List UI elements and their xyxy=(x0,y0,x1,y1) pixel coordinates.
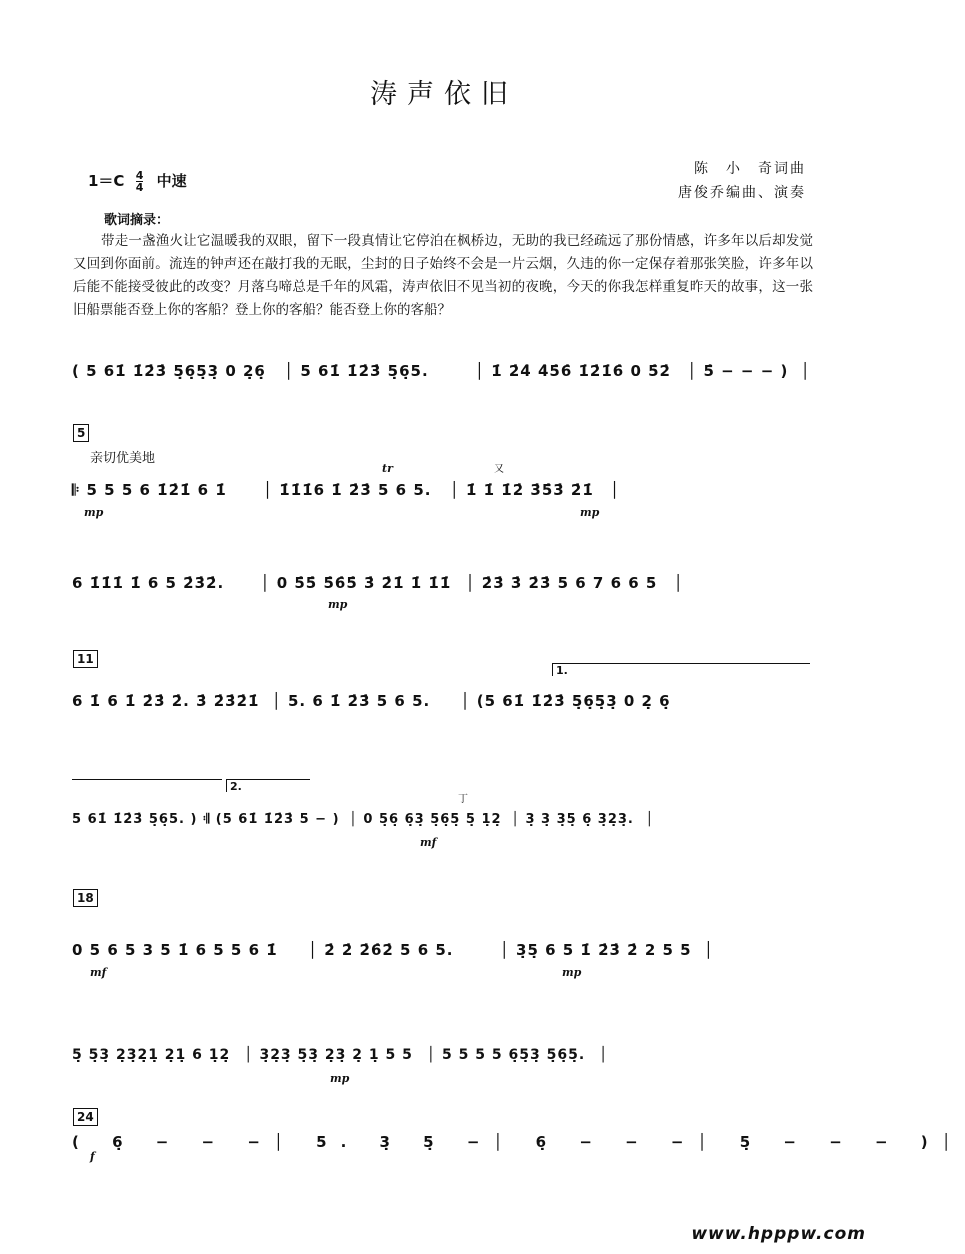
lyricist-credit: 陈 小 奇词曲 xyxy=(694,161,806,177)
measure: 0 5̣6̣ 6̣3̣ 5̣6̣5̣ 5̣ 1̣2̣ xyxy=(363,812,502,827)
section-number: 11 xyxy=(73,650,98,668)
staff-line-6: 0 5 6 5 3 5 1̇ 6 5 5 6 1̇ │ 2̇ 2̇ 2̇6̇2̇ 5 6 5. │ 3̣5̣ 6 5 1̇ 2̇3̇ 2̇ 2 5 5 │ xyxy=(72,941,714,959)
dynamic-marking: mp xyxy=(580,506,600,519)
dynamic-marking: mf xyxy=(420,836,437,849)
measure: 1̇1̇1̇6 1̇ 2̇3̇ 5 6 5. xyxy=(279,481,432,499)
measure: 5. 6 1̇ 2̇3̇ 5 6 5. xyxy=(288,692,431,710)
measure: 5 61̇ 1̇2̇3̇ 5̣6̣5. xyxy=(300,362,429,380)
measure: ( 6̣ − − − xyxy=(72,1133,274,1151)
key-signature xyxy=(88,170,187,193)
measure: ( 5 61̇ 1̇2̇3̇ 5̣6̣5̣3̣ 0 2̣6̣ xyxy=(72,362,266,380)
measure: 1̇ 1̇ 1̇2̇ 3̇5̇3̇ 2̇1̇ xyxy=(465,481,594,499)
measure: 5̇ − − − ) xyxy=(703,362,789,380)
measure: (5 61̇ 1̇2̇3̇ 5 − ) xyxy=(215,812,340,827)
watermark-url[interactable]: www.hpppw.com xyxy=(691,1224,866,1244)
measure: 2̇3̇ 3̇ 2̇3̇ 5 6 7 6 6 5 xyxy=(481,574,658,592)
staff-line-3: 6 1̇1̇1̇ 1̇ 6 5 2̇3̇2̇. │ 0 5̇5̇ 5̇6̇5̇ 3̇ 2̇1̇ 1̇ 1̇1̇ │ 2̇3̇ 3̇ 2̇3̇ 5 6 7 6 6 5 │ xyxy=(72,574,684,592)
volta-continuation-line xyxy=(72,779,222,780)
ornament-mark: 丁 xyxy=(458,794,468,805)
arranger-credit: 唐俊乔编曲、演奏 xyxy=(678,185,806,201)
measure: 3̣5̣ 6 5 1̇ 2̇3̇ 2̇ 2 5 5 xyxy=(516,941,692,959)
measure: 5. 3̣ 5̣ − xyxy=(316,1133,494,1151)
measure: 3̣2̣3̣ 5̣3̣ 2̣3̣ 2̣ 1̣ 5 5 xyxy=(259,1047,413,1063)
measure: 5̣ 5̣3̣ 2̣3̣2̣1̣ 2̣1̣ 6 1̣2̣ xyxy=(72,1047,231,1063)
staff-line-7: 5̣ 5̣3̣ 2̣3̣2̣1̣ 2̣1̣ 6 1̣2̣ │ 3̣2̣3̣ 5̣3̣ 2̣3̣ 2̣ 1̣ 5 5 │ 5 5 5 5 6̣5̣3̣ 5̣6̣5̣. │ xyxy=(72,1047,609,1063)
dynamic-marking: mp xyxy=(562,966,582,979)
staff-line-2: 𝄆 5 5 5 6 1̇2̇1̇ 6 1̇ │ 1̇1̇1̇6 1̇ 2̇3̇ 5 6 5. │ 1̇ 1̇ 1̇2̇ 3̇5̇3̇ 2̇1̇ │ xyxy=(72,481,621,499)
page-title: 涛声依旧 xyxy=(370,79,518,110)
volta-first-ending: 1. xyxy=(552,663,810,676)
lyrics-text: 带走一盏渔火让它温暖我的双眼，留下一段真情让它停泊在枫桥边，无助的我已经疏远了那份情感，许多年以后却发觉又回到你面前。流连的钟声还在敲打我的无眠，尘封的日子始终不会是一片云烟，久违的你一定保存着那张笑脸，许多年以后能不能接受彼此的改变？月落乌啼总是千年的风霜，涛声依旧不见当初的夜晚，今天的你我怎样重复昨天的故事，这一张旧船票能否登上你的客船？登上你的客船？能否登上你的客船？ xyxy=(73,233,813,318)
lyrics-label: 歌词摘录： xyxy=(104,213,170,228)
time-signature xyxy=(136,170,144,193)
dynamic-marking: mp xyxy=(330,1072,350,1085)
dynamic-marking: mf xyxy=(90,966,107,979)
measure: 𝄆 5 5 5 6 1̇2̇1̇ 6 1̇ xyxy=(72,481,227,499)
section-number: 24 xyxy=(73,1108,98,1126)
ornament-mark: 又 xyxy=(494,464,504,475)
staff-line-5: 5 61̇ 1̇2̇3̇ 5̣6̣5. ) 𝄇 (5 61̇ 1̇2̇3̇ 5 − ) │ 0 5̣6̣ 6̣3̣ 5̣6̣5̣ 5̣ 1̣2̣ │ 3̣ 3̣ 3̣5̣ 6̣ 3̣2̣3̣. │ xyxy=(72,812,655,827)
measure: 0 5 6 5 3 5 1̇ 6 5 5 6 1̇ xyxy=(72,941,278,959)
tempo-marking: 中速 xyxy=(156,172,187,190)
measure: (5 61̇ 1̇2̇3̇ 5̣6̣5̣3̣ 0 2̣ 6̣ xyxy=(476,692,671,710)
expression-marking: 亲切优美地 xyxy=(90,451,156,466)
staff-line-4: 6 1̇ 6 1̇ 2̇3̇ 2̇. 3̇ 2̇3̇2̇1̇ │ 5. 6 1̇ 2̇3̇ 5 6 5. │ (5 61̇ 1̇2̇3̇ 5̣6̣5̣3̣ 0 2̣ 6̣ xyxy=(72,692,671,710)
measure: 6 1̇1̇1̇ 1̇ 6 5 2̇3̇2̇. xyxy=(72,574,225,592)
time-signature-bottom: 4 xyxy=(135,181,144,194)
trill-mark: tr xyxy=(382,462,393,475)
staff-line-8: ( 6̣ − − −│ 5. 3̣ 5̣ −│ 6̣ − − −│ 5̣ − − − )│ xyxy=(72,1133,965,1151)
key-signature-value: 1＝C xyxy=(88,172,125,190)
staff-line-1: ( 5 61̇ 1̇2̇3̇ 5̣6̣5̣3̣ 0 2̣6̣ │ 5 61̇ 1̇2̇3̇ 5̣6̣5. │ 1̇ 2̇4̇ 4̇5̇6̇ 1̇2̇1̇6̇ 0 5̇2̇ │ 5̇ − − − ) │ xyxy=(72,362,811,380)
measure: 3̣ 3̣ 3̣5̣ 6̣ 3̣2̣3̣. xyxy=(525,812,634,827)
measure: 5 61̇ 1̇2̇3̇ 5̣6̣5. ) 𝄇 xyxy=(72,812,211,827)
measure: 0 5̇5̇ 5̇6̇5̇ 3̇ 2̇1̇ 1̇ 1̇1̇ xyxy=(276,574,452,592)
section-number: 18 xyxy=(73,889,98,907)
measure: 1̇ 2̇4̇ 4̇5̇6̇ 1̇2̇1̇6̇ 0 5̇2̇ xyxy=(491,362,671,380)
dynamic-marking: mp xyxy=(84,506,104,519)
measure: 6 1̇ 6 1̇ 2̇3̇ 2̇. 3̇ 2̇3̇2̇1̇ xyxy=(72,692,260,710)
measure: 2̇ 2̇ 2̇6̇2̇ 5 6 5. xyxy=(324,941,454,959)
measure: 5 5 5 5 6̣5̣3̣ 5̣6̣5̣. xyxy=(442,1047,586,1063)
time-signature-top: 4 xyxy=(135,169,144,182)
section-number: 5 xyxy=(73,424,89,442)
dynamic-marking: f xyxy=(90,1150,95,1163)
volta-second-ending: 2. xyxy=(226,779,310,792)
measure: 5̣ − − − ) xyxy=(739,1133,942,1151)
dynamic-marking: mp xyxy=(328,598,348,611)
measure: 6̣ − − − xyxy=(535,1133,698,1151)
